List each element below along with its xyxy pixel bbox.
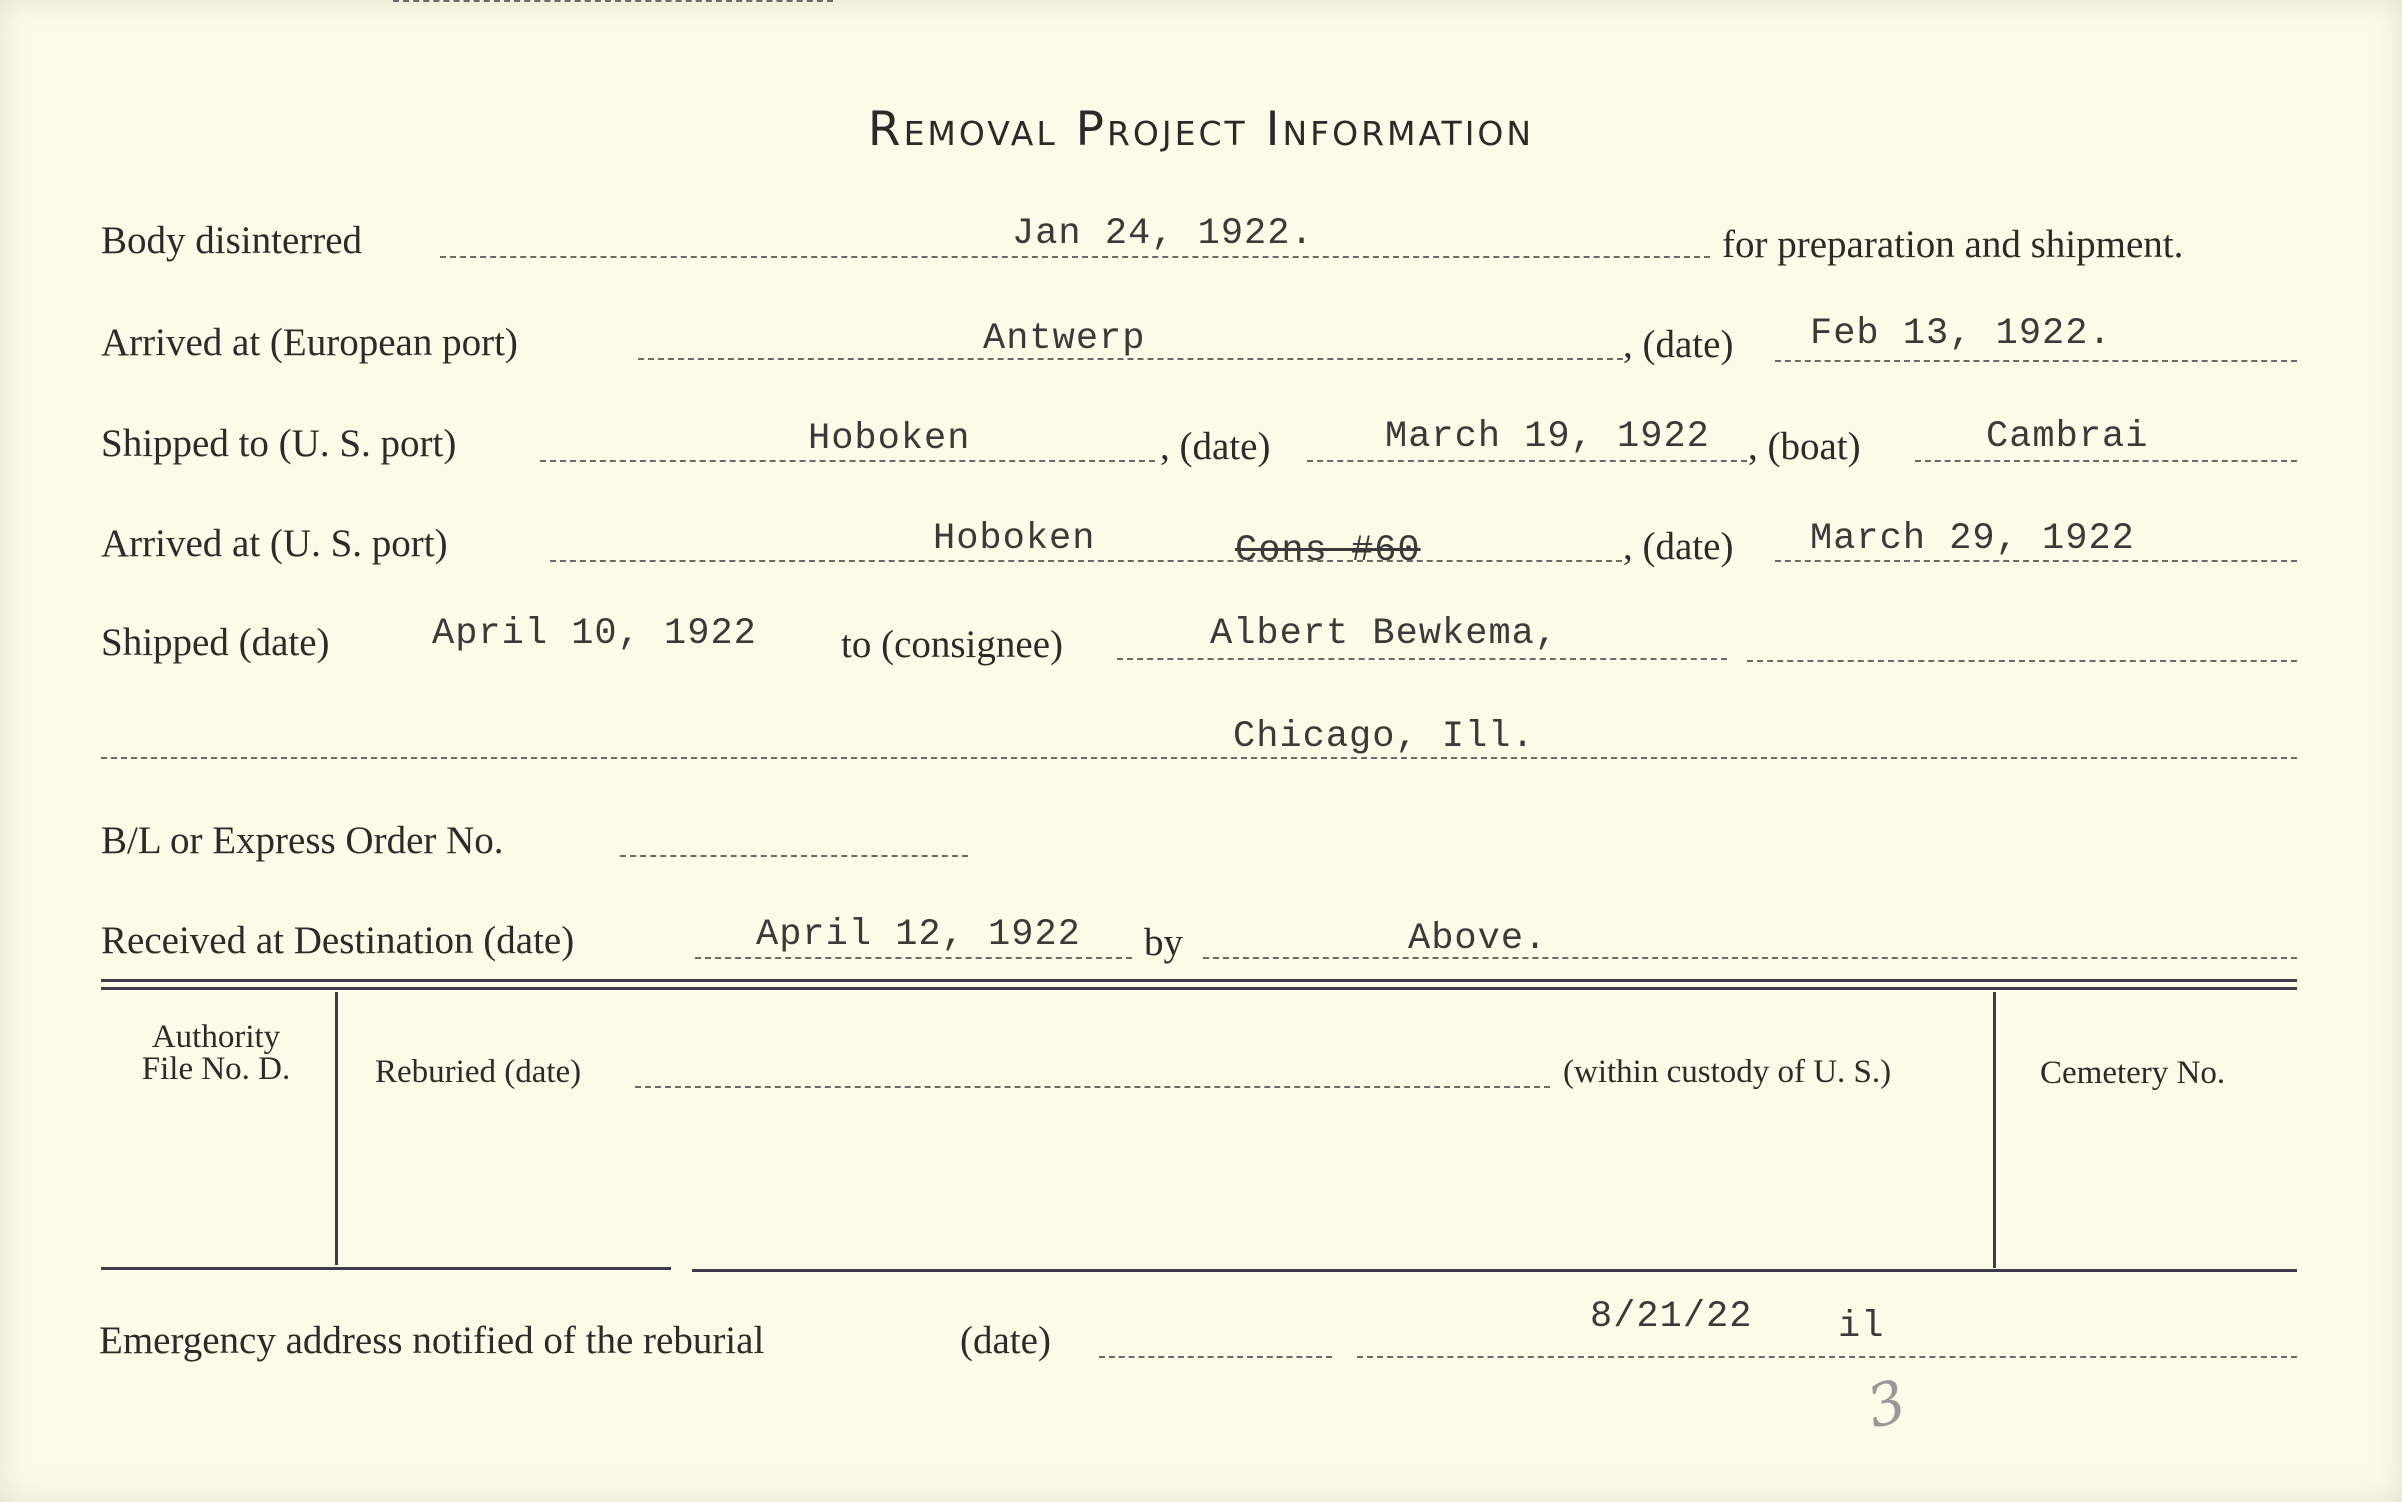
divider-top-second: [101, 987, 2297, 990]
label-body-disinterred: Body disinterred: [101, 219, 363, 262]
label-european-date: , (date): [1623, 323, 1734, 366]
label-shipped-to-us: Shipped to (U. S. port): [101, 422, 457, 465]
value-shipped-to-consignee-date: April 10, 1922: [432, 613, 757, 655]
value-boat: Cambrai: [1986, 416, 2149, 458]
value-shipped-date: March 19, 1922: [1385, 416, 1710, 458]
field-line-received-by: [1203, 957, 2297, 959]
label-us-arrival-date: , (date): [1623, 525, 1734, 568]
value-disinterred-date: Jan 24, 1922.: [1012, 213, 1314, 255]
label-shipped-date-consignee: Shipped (date): [101, 621, 330, 664]
field-line-disinterred: [440, 256, 1710, 258]
value-consignee-city: Chicago, Ill.: [1233, 716, 1535, 758]
field-line-boat: [1915, 460, 2297, 462]
label-bl-express: B/L or Express Order No.: [101, 819, 504, 862]
value-consignment: Cons #60: [1235, 530, 1421, 572]
label-arrived-us: Arrived at (U. S. port): [101, 522, 448, 565]
field-line-shipped-date: [1307, 460, 1747, 462]
label-reburied: Reburied (date): [375, 1054, 582, 1090]
divider-bottom-right: [692, 1269, 2297, 1272]
field-line-received-date: [695, 957, 1132, 959]
label-emergency-date: (date): [960, 1319, 1051, 1362]
divider-top: [101, 979, 2297, 982]
value-received-by: Above.: [1408, 918, 1548, 960]
label-boat: , (boat): [1748, 425, 1861, 468]
field-line-european-date: [1775, 360, 2297, 362]
field-line-us-port-arrived: [550, 560, 1622, 562]
field-line-consignee-continued: [1747, 660, 2297, 662]
label-by: by: [1144, 921, 1183, 964]
value-us-port-arrived: Hoboken: [933, 518, 1096, 560]
label-emergency-notified: Emergency address notified of the reburial: [99, 1319, 765, 1362]
field-line-us-port-shipped: [540, 460, 1155, 462]
label-arrived-european: Arrived at (European port): [101, 321, 518, 364]
field-line-consignee-address: [101, 757, 2297, 759]
field-line-shipped-consignee-date: [393, 0, 833, 2]
divider-cemetery: [1993, 992, 1996, 1268]
field-line-reburied: [635, 1086, 1550, 1088]
label-shipped-date: , (date): [1160, 425, 1271, 468]
value-emergency-initials: il: [1838, 1306, 1885, 1348]
label-for-preparation: for preparation and shipment.: [1722, 223, 2184, 266]
label-to-consignee: to (consignee): [841, 623, 1064, 666]
field-line-bl-express: [620, 855, 968, 857]
label-cemetery-no: Cemetery No.: [2040, 1055, 2226, 1091]
field-line-us-arrival-date: [1775, 560, 2297, 562]
label-received-destination: Received at Destination (date): [101, 919, 575, 962]
value-received-date: April 12, 1922: [756, 914, 1081, 956]
divider-authority: [335, 992, 338, 1265]
value-consignee-name: Albert Bewkema,: [1210, 613, 1559, 655]
value-emergency-date: 8/21/22: [1590, 1296, 1753, 1338]
field-line-emergency-a: [1099, 1356, 1332, 1358]
value-european-port: Antwerp: [983, 318, 1146, 360]
field-line-consignee: [1117, 658, 1727, 660]
field-line-emergency-b: [1357, 1356, 2297, 1358]
value-us-arrival-date: March 29, 1922: [1810, 518, 2135, 560]
authority-file-label: Authority File No. D.: [141, 1019, 291, 1087]
pencil-mark: 3: [1859, 1366, 1914, 1442]
label-within-custody: (within custody of U. S.): [1563, 1054, 1892, 1090]
value-european-arrival-date: Feb 13, 1922.: [1810, 313, 2112, 355]
divider-bottom-left: [101, 1267, 671, 1270]
card-title: Removal Project Information: [867, 102, 1535, 157]
value-us-port-shipped: Hoboken: [808, 418, 971, 460]
